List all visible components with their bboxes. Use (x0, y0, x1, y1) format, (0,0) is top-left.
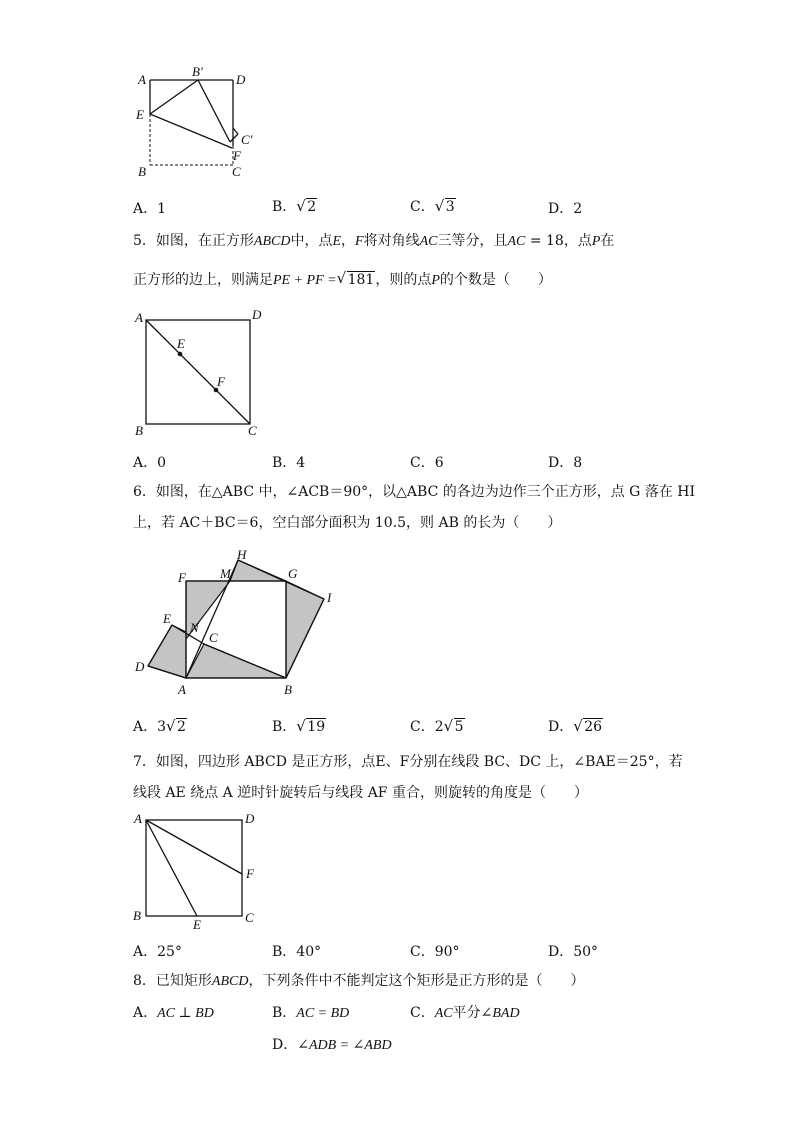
q5-label-A: A (135, 310, 143, 325)
sqrt-expression (296, 199, 317, 215)
q6-label-A: A (178, 682, 186, 697)
option-letter: C． (410, 199, 435, 215)
option-value: 1 (157, 201, 167, 217)
q5-label-C: C (248, 423, 257, 438)
q5-label-E: E (177, 336, 185, 351)
q4-label-F: F (233, 148, 241, 163)
q5-option-c[interactable]: C．6 (410, 455, 444, 471)
q6-stem-line-1: 6．如图，在△ABC 中，∠ACB＝90°，以△ABC 的各边为边作三个正方形，点 G 落在 HI (133, 484, 696, 500)
q6-label-M: M (220, 566, 231, 581)
q6-label-F: F (178, 570, 186, 585)
sqrt-expression: √ 26 (573, 719, 603, 735)
q6-label-B: B (284, 682, 292, 697)
q4-label-E: E (136, 107, 144, 122)
q6-label-D: D (135, 659, 145, 674)
q6-option-a[interactable]: A．3√ 2 (133, 716, 187, 736)
q7-label-B: B (133, 908, 141, 923)
q6-option-b[interactable]: B．√ 19 (272, 716, 326, 736)
q6-option-d[interactable]: D．√ 26 (548, 716, 603, 736)
sqrt-expression (435, 199, 456, 215)
q6-label-G: G (288, 566, 298, 581)
q7-option-a[interactable]: A．25° (133, 944, 182, 960)
q5-option-a[interactable]: A．0 (133, 455, 167, 471)
q6-label-I: I (327, 590, 332, 605)
q4-label-C-prime: C′ (241, 132, 253, 147)
q4-figure (128, 62, 268, 184)
q4-option-a[interactable] (133, 198, 166, 218)
q5-stem-line-1: 5．如图，在正方形ABCD中，点E，F将对角线AC三等分，且AC = 18，点P在 (133, 233, 615, 249)
radicand: 2 (307, 199, 317, 215)
option-letter: B． (272, 199, 297, 215)
q4-label-B: B (138, 164, 146, 179)
q7-stem-line-1: 7．如图，四边形 ABCD 是正方形，点E、F分别在线段 BC、DC 上，∠BAE＝25°，若 (133, 754, 683, 770)
q7-label-F: F (246, 866, 254, 881)
q7-option-b[interactable]: B．40° (272, 944, 322, 960)
q4-label-B-prime: B′ (192, 64, 203, 79)
q7-label-E: E (193, 917, 201, 932)
option-letter: A． (133, 201, 158, 217)
q4-option-c[interactable] (410, 196, 456, 216)
sqrt-expression: √ 19 (296, 719, 326, 735)
option-value: 2 (573, 201, 583, 217)
q6-label-E: E (163, 611, 171, 626)
q6-option-c[interactable]: C．2√ 5 (410, 716, 465, 736)
q7-stem-line-2: 线段 AE 绕点 A 逆时针旋转后与线段 AF 重合，则旋转的角度是（ ） (133, 785, 588, 801)
q5-figure (130, 306, 270, 440)
q7-label-A: A (134, 811, 142, 826)
q7-option-d[interactable]: D．50° (548, 944, 599, 960)
q5-label-B: B (135, 423, 143, 438)
q8-stem: 8．已知矩形ABCD，下列条件中不能判定这个矩形是正方形的是（ ） (133, 973, 585, 989)
sqrt-expression: √ 2 (166, 719, 187, 735)
q4-label-D: D (236, 72, 246, 87)
sqrt-expression: √ 181 (337, 270, 376, 290)
q5-option-b[interactable]: B．4 (272, 455, 306, 471)
q4-label-A: A (138, 72, 146, 87)
q6-label-H: H (237, 547, 247, 562)
q5-label-F: F (217, 374, 225, 389)
q6-figure (130, 544, 345, 700)
q8-option-d[interactable]: D．∠ADB = ∠ABD (272, 1037, 392, 1053)
q4-label-C: C (232, 164, 241, 179)
q8-option-a[interactable]: A．AC ⊥ BD (133, 1005, 214, 1021)
q7-label-D: D (245, 811, 255, 826)
q4-option-b[interactable] (272, 196, 317, 216)
q5-option-d[interactable]: D．8 (548, 455, 583, 471)
q5-label-D: D (252, 307, 262, 322)
q8-option-c[interactable]: C．AC平分∠BAD (410, 1005, 520, 1021)
q7-label-C: C (245, 910, 254, 925)
q7-option-c[interactable]: C．90° (410, 944, 460, 960)
sqrt-expression: √ 5 (444, 719, 465, 735)
q6-label-N: N (190, 620, 199, 635)
q7-figure (130, 810, 270, 934)
q5-stem-line-2: 正方形的边上，则满足PE + PF =√ 181，则的点P的个数是（ ） (133, 270, 552, 291)
q6-label-C: C (209, 630, 218, 645)
q4-option-d[interactable] (548, 198, 582, 218)
q6-stem-line-2: 上，若 AC＋BC＝6，空白部分面积为 10.5，则 AB 的长为（ ） (133, 515, 562, 531)
q8-option-b[interactable]: B．AC = BD (272, 1005, 350, 1021)
option-letter: D． (548, 201, 574, 217)
radicand: 3 (445, 199, 455, 215)
